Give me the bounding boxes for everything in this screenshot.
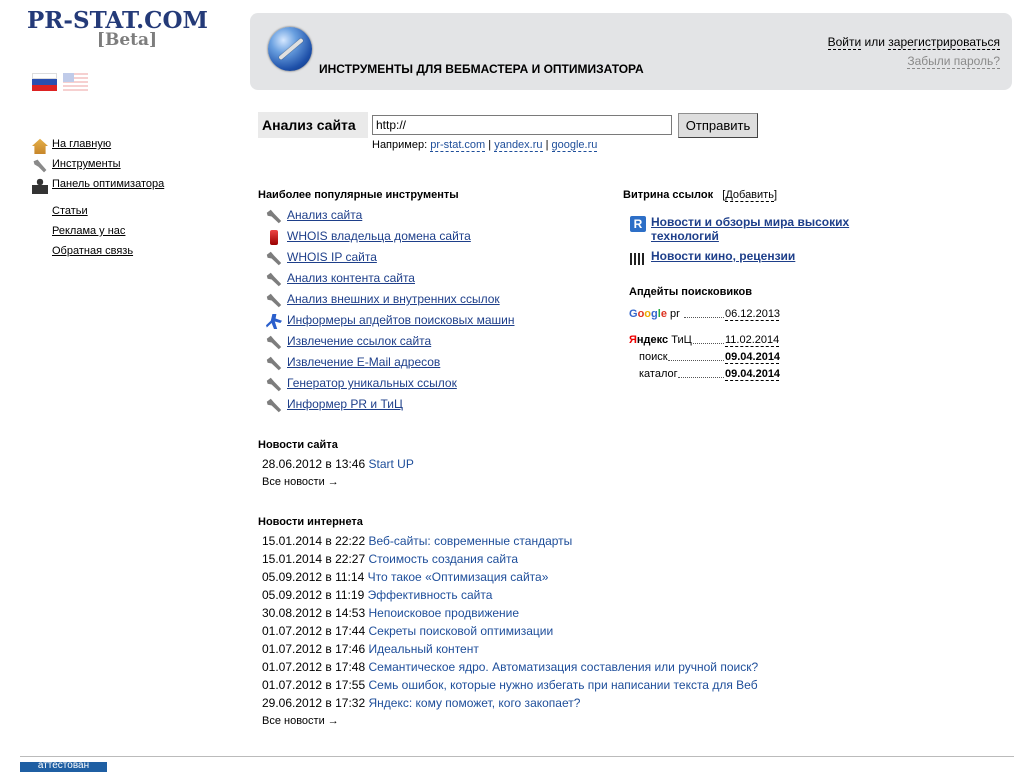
- register-link[interactable]: зарегистрироваться: [888, 35, 1000, 49]
- news-row: [262, 457, 414, 471]
- separator: |: [488, 139, 492, 151]
- news-link[interactable]: Start UP: [368, 457, 414, 471]
- flag-us-icon[interactable]: [63, 73, 88, 91]
- footer-divider: [20, 756, 1014, 757]
- analyze-label: Анализ сайта: [262, 117, 356, 133]
- header-title: ИНСТРУМЕНТЫ ДЛЯ ВЕБМАСТЕРА И ОПТИМИЗАТОРА: [319, 62, 644, 76]
- user-icon: [32, 178, 48, 194]
- add-link[interactable]: Добавить: [725, 189, 774, 201]
- all-internet-news-link[interactable]: Все новости →: [262, 715, 339, 727]
- nav-panel-link[interactable]: Панель оптимизатора: [52, 178, 165, 190]
- separator: |: [545, 139, 549, 151]
- tool-link[interactable]: Информер PR и ТиЦ: [287, 397, 403, 411]
- example-link[interactable]: pr-stat.com: [430, 139, 486, 151]
- internet-news-heading: Новости интернета: [258, 516, 363, 528]
- showcase-link[interactable]: Новости кино, рецензии: [651, 249, 796, 263]
- search-date: 09.04.2014: [725, 351, 781, 363]
- news-row: [262, 624, 553, 638]
- wrench-icon: [266, 377, 282, 392]
- news-date: 01.07.2012 в 17:44: [262, 624, 366, 638]
- submit-button[interactable]: Отправить: [678, 113, 758, 138]
- tools-icon: [32, 158, 48, 174]
- logo-beta: [Beta]: [96, 30, 158, 50]
- showcase-heading: Витрина ссылок: [623, 189, 714, 201]
- popular-heading: Наиболее популярные инструменты: [258, 189, 459, 201]
- wrench-icon: [266, 356, 282, 371]
- updates-heading: Апдейты поисковиков: [629, 286, 752, 298]
- login-line: [828, 35, 1000, 49]
- news-row: [262, 678, 758, 692]
- r-logo-icon: R: [630, 216, 646, 232]
- globe-tools-icon: [268, 27, 312, 71]
- nav-articles-link[interactable]: Статьи: [52, 205, 88, 217]
- all-news: [262, 715, 339, 727]
- forgot-password-link[interactable]: Забыли пароль?: [907, 54, 1000, 68]
- news-row: [262, 660, 758, 674]
- wrench-icon: [266, 251, 282, 266]
- example-link[interactable]: google.ru: [551, 139, 598, 151]
- news-row: [262, 552, 518, 566]
- logo-title: PR-STAT.COM: [27, 7, 208, 34]
- news-date: 15.01.2014 в 22:27: [262, 552, 366, 566]
- tool-link[interactable]: WHOIS владельца домена сайта: [287, 229, 471, 243]
- home-icon: [32, 138, 48, 154]
- wrench-icon: [266, 335, 282, 350]
- news-row: [262, 534, 572, 548]
- news-date: 05.09.2012 в 11:14: [262, 570, 365, 584]
- news-link[interactable]: Секреты поисковой оптимизации: [368, 624, 554, 638]
- news-row: [262, 696, 580, 710]
- news-row: [262, 606, 519, 620]
- nav-feedback-link[interactable]: Обратная связь: [52, 245, 134, 257]
- news-date: 29.06.2012 в 17:32: [262, 696, 366, 710]
- flag-ru-icon[interactable]: [32, 73, 57, 91]
- example-link[interactable]: yandex.ru: [494, 139, 543, 151]
- showcase-link[interactable]: Новости и обзоры мира высоких технологий: [651, 215, 850, 243]
- news-row: [262, 570, 548, 584]
- nav-tools-link[interactable]: Инструменты: [52, 158, 121, 170]
- tool-link[interactable]: Извлечение ссылок сайта: [287, 334, 432, 348]
- google-label: pr: [670, 308, 680, 320]
- dots-leader: [668, 360, 724, 361]
- tool-link[interactable]: Анализ внешних и внутренних ссылок: [287, 292, 500, 306]
- catalog-date: 09.04.2014: [725, 368, 781, 380]
- search-label: поиск: [639, 351, 668, 363]
- tool-link[interactable]: Извлечение E-Mail адресов: [287, 355, 441, 369]
- tool-link[interactable]: Информеры апдейтов поисковых машин: [287, 313, 515, 327]
- all-site-news-link[interactable]: Все новости →: [262, 476, 339, 488]
- news-date: 30.08.2012 в 14:53: [262, 606, 366, 620]
- site-news-heading: Новости сайта: [258, 439, 338, 451]
- wrench-icon: [266, 209, 282, 224]
- attest-badge[interactable]: аттестован: [20, 762, 107, 772]
- header-panel: [250, 13, 1012, 90]
- wrench-icon: [266, 398, 282, 413]
- url-input[interactable]: [372, 115, 672, 135]
- google-date: 06.12.2013: [725, 308, 781, 320]
- examples-line: [372, 139, 597, 151]
- news-link[interactable]: Идеальный контент: [368, 642, 479, 656]
- news-date: 05.09.2012 в 11:19: [262, 588, 365, 602]
- tool-link[interactable]: Анализ сайта: [287, 208, 363, 222]
- news-link[interactable]: Семантическое ядро. Автоматизация составления или ручной поиск?: [368, 660, 759, 674]
- dots-leader: [693, 343, 724, 344]
- news-link[interactable]: Яндекс: кому поможет, кого закопает?: [368, 696, 581, 710]
- dots-leader: [684, 317, 724, 318]
- site-logo[interactable]: [27, 8, 227, 49]
- catalog-label: каталог: [639, 368, 678, 380]
- news-date: 01.07.2012 в 17:48: [262, 660, 366, 674]
- all-news: [262, 476, 339, 488]
- news-link[interactable]: Веб-сайты: современные стандарты: [368, 534, 573, 548]
- tool-link[interactable]: WHOIS IP сайта: [287, 250, 377, 264]
- showcase-item[interactable]: [630, 215, 850, 243]
- film-icon: [630, 253, 646, 265]
- catalog-row: [639, 368, 678, 380]
- whois-icon: [270, 230, 278, 245]
- tool-link[interactable]: Анализ контента сайта: [287, 271, 415, 285]
- yandex-row: [629, 334, 692, 346]
- news-date: 28.06.2012 в 13:46: [262, 457, 366, 471]
- analyze-label-box: [258, 112, 368, 138]
- nav-ads-link[interactable]: Реклама у нас: [52, 225, 126, 237]
- google-logo: Google: [629, 308, 667, 320]
- login-link[interactable]: Войти: [827, 35, 862, 49]
- showcase-item[interactable]: [630, 249, 850, 263]
- nav-home-link[interactable]: На главную: [52, 138, 112, 150]
- news-link[interactable]: Семь ошибок, которые нужно избегать при написании текста для Веб: [368, 678, 758, 692]
- forgot-password: [907, 54, 1000, 68]
- news-date: 01.07.2012 в 17:55: [262, 678, 366, 692]
- search-row: [639, 351, 668, 363]
- runner-icon: [266, 314, 282, 329]
- tool-link[interactable]: Генератор уникальных ссылок: [287, 376, 457, 390]
- login-or: или: [864, 35, 885, 49]
- tic-date: 11.02.2014: [725, 334, 780, 346]
- news-link[interactable]: Эффективность сайта: [367, 588, 493, 602]
- news-date: 01.07.2012 в 17:46: [262, 642, 366, 656]
- google-row: [629, 308, 680, 320]
- news-row: [262, 642, 479, 656]
- tic-label: ТиЦ: [671, 334, 692, 346]
- news-link[interactable]: Стоимость создания сайта: [368, 552, 519, 566]
- dots-leader: [678, 377, 724, 378]
- news-link[interactable]: Непоисковое продвижение: [368, 606, 520, 620]
- examples-prefix: Например:: [372, 139, 428, 151]
- yandex-logo: Яндекс: [629, 334, 669, 346]
- news-date: 15.01.2014 в 22:22: [262, 534, 366, 548]
- wrench-icon: [266, 272, 282, 287]
- news-row: [262, 588, 492, 602]
- wrench-icon: [266, 293, 282, 308]
- news-link[interactable]: Что такое «Оптимизация сайта»: [367, 570, 549, 584]
- showcase-header: Витрина ссылок [Добавить]: [623, 189, 778, 201]
